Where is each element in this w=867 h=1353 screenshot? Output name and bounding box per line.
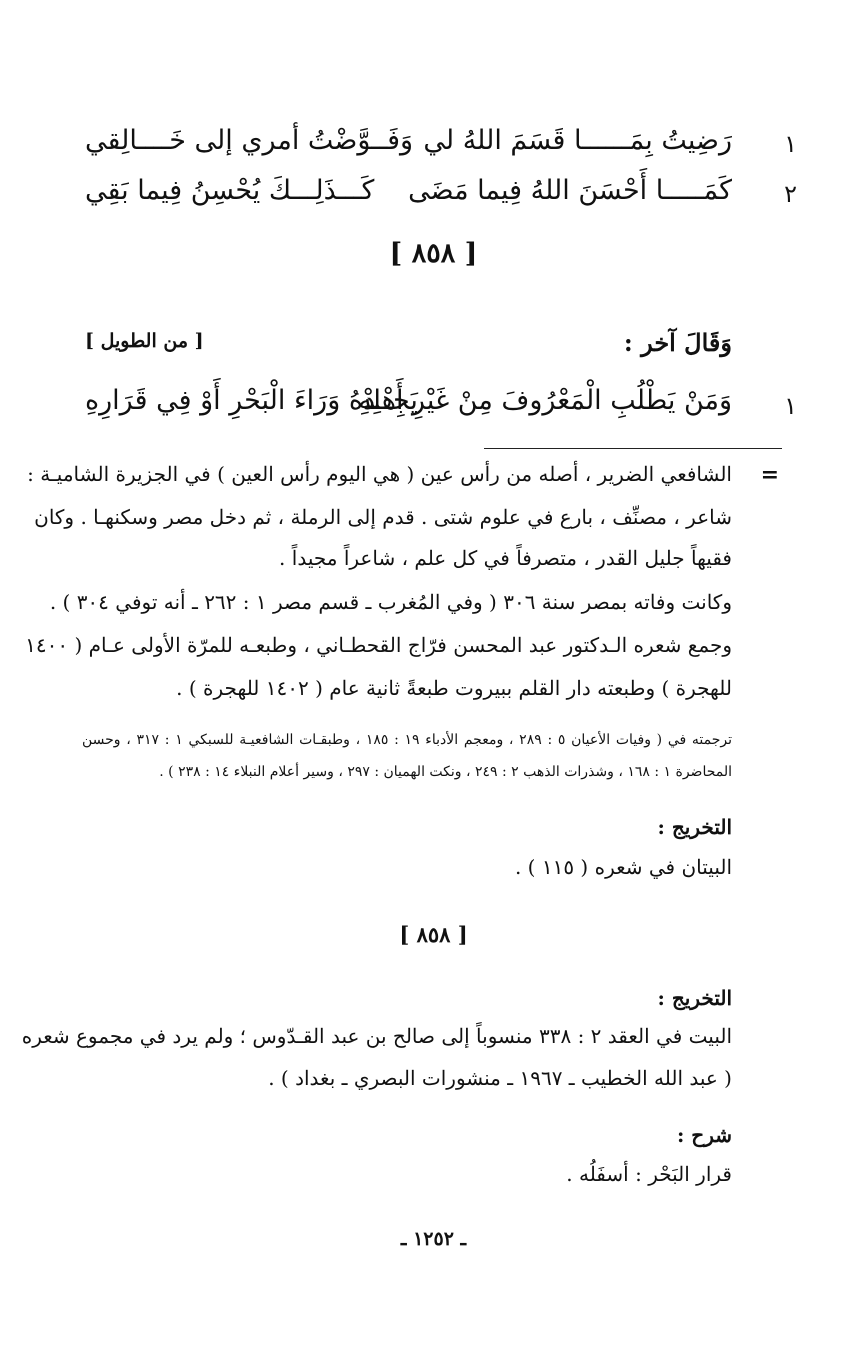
verse-first-hemistich: وَمَنْ يَطْلُبِ الْمَعْرُوفَ مِنْ غَيْرِ أَهْلِهِ bbox=[358, 385, 732, 416]
reference-line: ترجمته في ( وفيات الأعيان ٥ : ٢٨٩ ، ومعجم الأدباء ١٩ : ١٨٥ ، وطبقـات الشافعيـة للسبكي ١ : ٣١٧ ، وحسن bbox=[82, 732, 733, 748]
continuation-marker: = bbox=[760, 462, 779, 488]
footnote-line: الشافعي الضرير ، أصله من رأس عين ( هي اليوم رأس العين ) في الجزيرة الشاميـة : bbox=[27, 462, 732, 486]
takhrij-label: التخريج : bbox=[657, 986, 732, 1010]
verse-number: ١ bbox=[784, 392, 797, 420]
verse-number: ١ bbox=[784, 130, 797, 158]
reference-line: المحاضرة ١ : ١٦٨ ، وشذرات الذهب ٢ : ٢٤٩ ، ونكت الهميان : ٢٩٧ ، وسير أعلام النبلاء ١٤ : ٢٣٨ ) . bbox=[159, 764, 732, 780]
footnote-line: شاعر ، مصنِّف ، بارع في علوم شتى . قدم إلى الرملة ، ثم دخل مصر وسكنهـا . وكان bbox=[34, 505, 732, 529]
footnote-line: فقيهاً جليل القدر ، متصرفاً في كل علم ، شاعراً مجيداً . bbox=[279, 546, 732, 570]
meter-label: [ من الطويل ] bbox=[85, 330, 204, 352]
footnote-separator bbox=[484, 448, 782, 449]
poem-intro: وَقَالَ آخر : bbox=[623, 328, 732, 357]
note-number-heading: [ ٨٥٨ ] bbox=[399, 922, 468, 947]
footnote-line: للهجرة ) وطبعته دار القلم ببيروت طبعةً ثانية عام ( ١٤٠٢ للهجرة ) . bbox=[176, 676, 732, 700]
footnote-line: وجمع شعره الـدكتور عبد المحسن فرّاج القحطـاني ، وطبعـه للمرّة الأولى عـام ( ١٤٠٠ bbox=[25, 633, 732, 657]
takhrij-line: البيت في العقد ٢ : ٣٣٨ منسوباً إلى صالح بن عبد القـدّوس ؛ ولم يرد في مجموع شعره bbox=[21, 1024, 732, 1048]
takhrij-line: ( عبد الله الخطيب ـ ١٩٦٧ ـ منشورات البصري ـ بغداد ) . bbox=[268, 1066, 732, 1090]
sharh-label: شرح : bbox=[676, 1123, 732, 1147]
takhrij-text: البيتان في شعره ( ١١٥ ) . bbox=[514, 855, 732, 879]
verse-first-hemistich: كَمَـــــا أَحْسَنَ اللهُ فِيما مَضَى bbox=[408, 175, 732, 206]
verse-first-hemistich: رَضِيتُ بِمَــــــا قَسَمَ اللهُ لي bbox=[423, 125, 732, 156]
poem-number-heading: [ ٨٥٨ ] bbox=[389, 238, 478, 269]
footnote-line: وكانت وفاته بمصر سنة ٣٠٦ ( وفي المُغرب ـ قسم مصر ١ : ٢٦٢ ـ أنه توفي ٣٠٤ ) . bbox=[49, 590, 732, 614]
takhrij-label: التخريج : bbox=[657, 815, 732, 839]
verse-second-hemistich: كَـــذَلِـــكَ يُحْسِنُ فِيما بَقِي bbox=[85, 175, 375, 206]
page-number: ـ ١٢٥٢ ـ bbox=[400, 1228, 467, 1250]
verse-second-hemistich: وَفَــوَّضْتُ أمري إلى خَــــالِقي bbox=[85, 125, 414, 156]
sharh-text: قرار البَحْر : أسفَلُه . bbox=[566, 1162, 732, 1186]
verse-number: ٢ bbox=[784, 180, 797, 208]
verse-second-hemistich: يَجِــدْهُ وَرَاءَ الْبَحْرِ أَوْ فِي قَرَارِهِ bbox=[85, 385, 418, 416]
